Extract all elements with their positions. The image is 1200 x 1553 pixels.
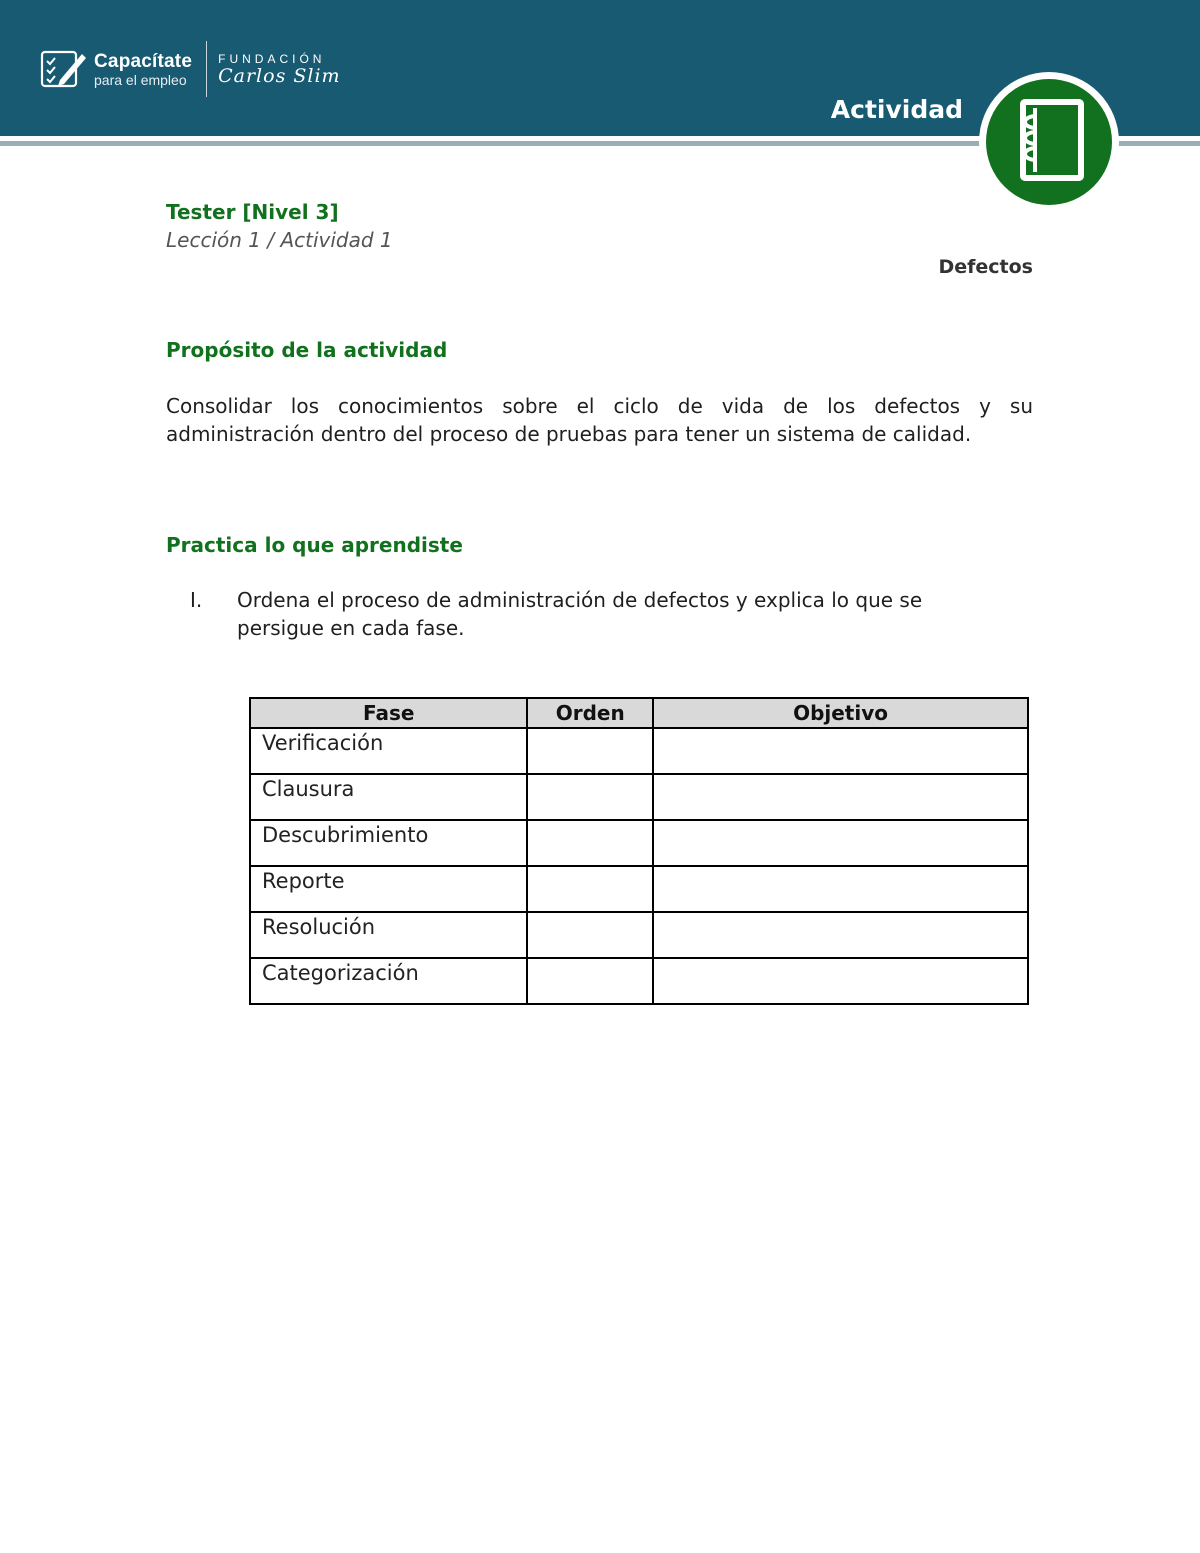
phase-table <box>249 697 1029 1005</box>
objective-cell[interactable] <box>653 866 1028 912</box>
order-cell[interactable] <box>527 774 653 820</box>
table-row <box>250 866 1028 912</box>
practice-heading: Practica lo que aprendiste <box>166 533 463 557</box>
logo-divider <box>206 41 207 97</box>
objective-cell[interactable] <box>653 820 1028 866</box>
instruction-text: Ordena el proceso de administración de defectos y explica lo que se persigue en cada fase. <box>237 588 923 640</box>
logo-main-text: Capacítate <box>94 50 193 72</box>
order-cell[interactable] <box>527 866 653 912</box>
topic-label: Defectos <box>938 256 1033 278</box>
notebook-icon <box>977 70 1121 214</box>
objective-cell[interactable] <box>653 912 1028 958</box>
objective-cell[interactable] <box>653 774 1028 820</box>
fundacion-label: FUNDACIÓN <box>218 51 326 66</box>
table-row <box>250 912 1028 958</box>
table-row <box>250 958 1028 1004</box>
activity-label: Actividad <box>830 95 963 124</box>
fundacion-signature: Carlos Slim <box>218 64 341 87</box>
lesson-subtitle: Lección 1 / Actividad 1 <box>166 228 393 252</box>
objective-cell[interactable] <box>653 728 1028 774</box>
phase-cell: Descubrimiento <box>250 820 527 866</box>
order-cell[interactable] <box>527 958 653 1004</box>
table-header-row <box>250 698 1028 728</box>
header-orden: Orden <box>527 698 653 728</box>
table-row <box>250 728 1028 774</box>
table-row <box>250 820 1028 866</box>
order-cell[interactable] <box>527 728 653 774</box>
objective-cell[interactable] <box>653 958 1028 1004</box>
purpose-heading: Propósito de la actividad <box>166 338 448 362</box>
purpose-paragraph: Consolidar los conocimientos sobre el ciclo de vida de los defectos y su administración dentro del proceso de pruebas para tener un sistema de calidad. <box>166 394 1033 446</box>
table-row <box>250 774 1028 820</box>
fundacion-logo <box>218 53 340 86</box>
order-cell[interactable] <box>527 820 653 866</box>
instruction-item <box>166 586 1006 642</box>
course-title: Tester [Nivel 3] <box>166 200 339 224</box>
phase-cell: Reporte <box>250 866 527 912</box>
phase-cell: Verificación <box>250 728 527 774</box>
phase-cell: Resolución <box>250 912 527 958</box>
phase-cell: Clausura <box>250 774 527 820</box>
checklist-pen-icon <box>40 48 88 90</box>
capacitate-logo <box>40 42 341 96</box>
phase-cell: Categorización <box>250 958 527 1004</box>
logo-sub-text: para el empleo <box>94 71 187 88</box>
header-fase: Fase <box>250 698 527 728</box>
header-objetivo: Objetivo <box>653 698 1028 728</box>
instruction-number: I. <box>190 588 203 612</box>
order-cell[interactable] <box>527 912 653 958</box>
